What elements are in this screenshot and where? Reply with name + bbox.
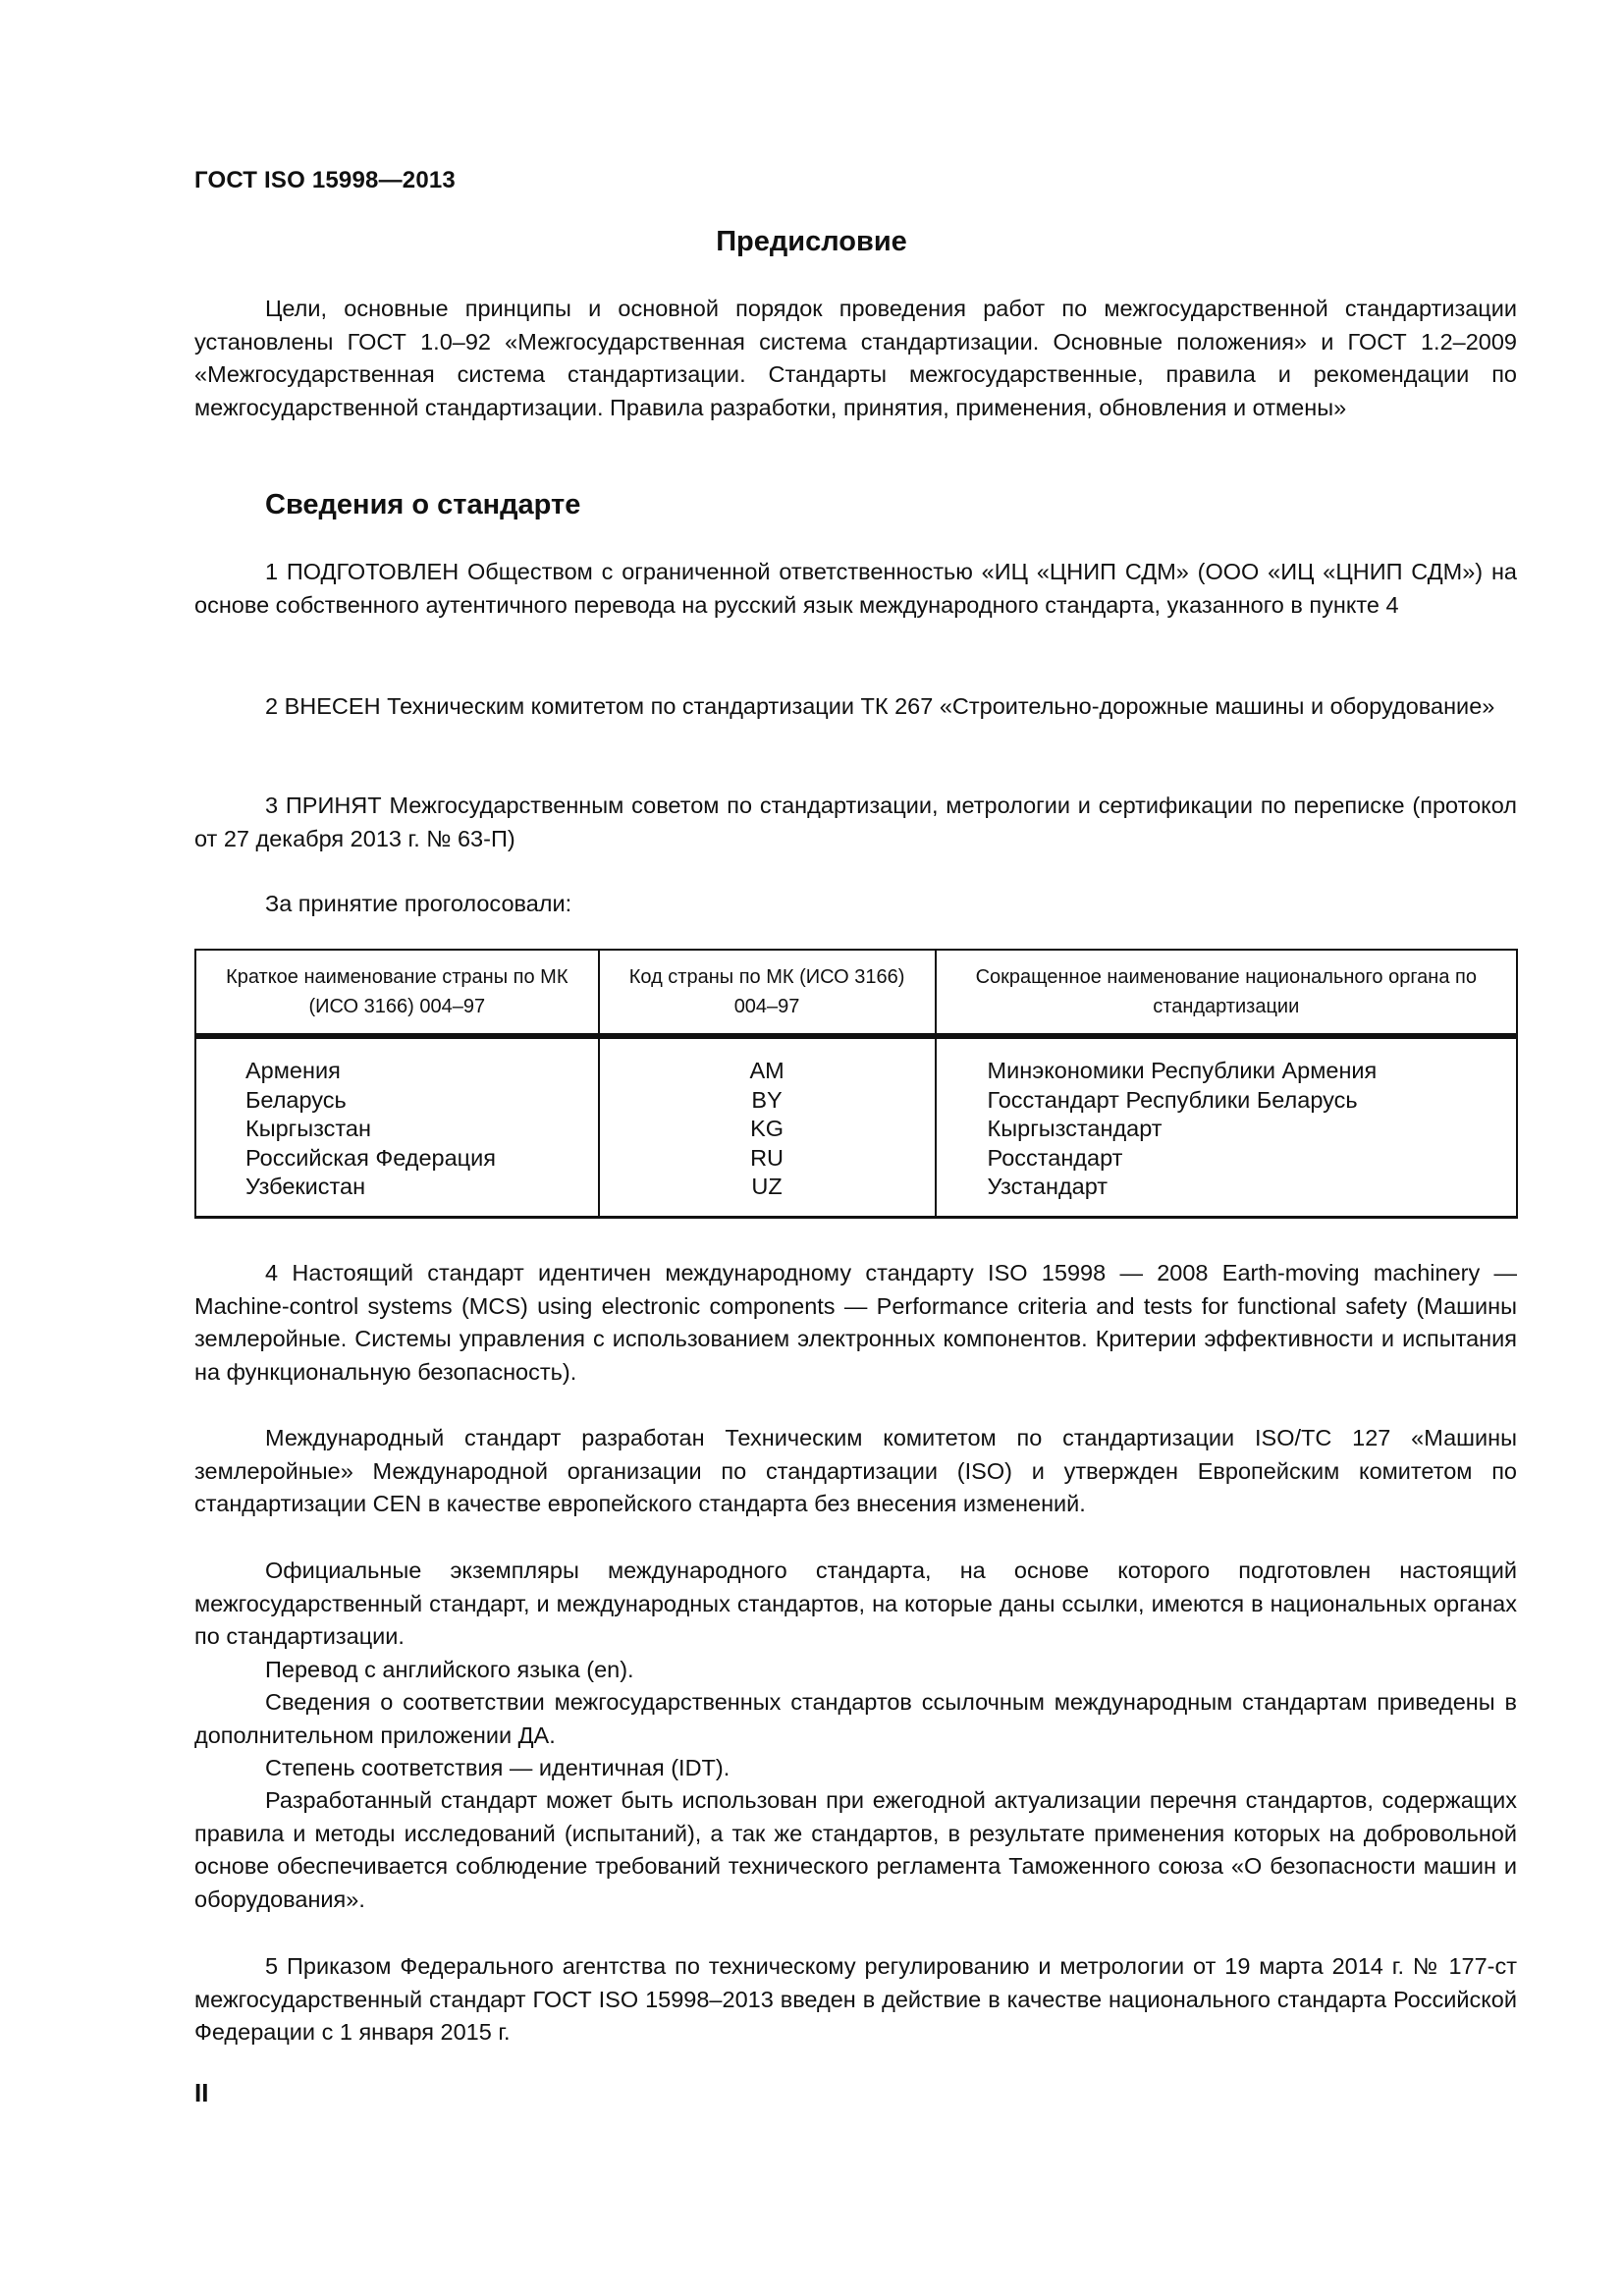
- foreword-title: Предисловие: [716, 226, 907, 257]
- header-country-code: Код страны по МК (ИСО 3166) 004–97: [599, 950, 936, 1036]
- country-names-cell: [195, 1036, 599, 1217]
- standard-info-title: Сведения о стандарте: [265, 489, 581, 520]
- country-code: KG: [750, 1116, 784, 1141]
- national-body: Росстандарт: [987, 1144, 1123, 1171]
- national-body: Минэкономики Республики Армения: [987, 1058, 1378, 1083]
- country-code: UZ: [751, 1174, 783, 1199]
- voting-countries-table: [194, 949, 1518, 1219]
- item-1-prepared: 1 ПОДГОТОВЛЕН Обществом с ограниченной ответственностью «ИЦ «ЦНИП СДМ» (ООО «ИЦ «ЦНИП СДМ») на основе собственного аутентичного перевода на русский язык международного стандарта, указанного в пункте 4: [194, 559, 1517, 618]
- country-name: Беларусь: [245, 1086, 347, 1113]
- country-name: Узбекистан: [245, 1174, 366, 1199]
- item-3-adopted: 3 ПРИНЯТ Межгосударственным советом по стандартизации, метрологии и сертификации по переписке (протокол от 27 декабря 2013 г. № 63-П): [194, 793, 1517, 851]
- item-4-degree-of-conformity: Степень соответствия — идентичная (IDT).: [265, 1755, 730, 1780]
- national-bodies-cell: [936, 1036, 1517, 1217]
- header-country-name: Краткое наименование страны по МК (ИСО 3166) 004–97: [195, 950, 599, 1036]
- item-2-submitted: 2 ВНЕСЕН Техническим комитетом по стандартизации ТК 267 «Строительно-дорожные машины и оборудование»: [265, 693, 1495, 719]
- national-body: Кыргызстандарт: [987, 1116, 1163, 1141]
- country-code: RU: [750, 1144, 784, 1171]
- document-code-header: ГОСТ ISO 15998—2013: [194, 167, 456, 193]
- page-number: II: [194, 2078, 209, 2107]
- country-name: Российская Федерация: [245, 1144, 496, 1171]
- item-4-identical: 4 Настоящий стандарт идентичен международному стандарту ISO 15998 — 2008 Earth-moving machinery — Machine-control systems (MCS) using electronic components — Performance criteria and tests for functional safety (Машины землеройные. Системы управления с использованием электронных компонентов. Критерии эффективности и испытания на функциональную безопасность).: [194, 1260, 1517, 1385]
- country-name: Кыргызстан: [245, 1116, 371, 1141]
- table-row: [195, 1036, 1517, 1217]
- voted-label: За принятие проголосовали:: [265, 891, 572, 916]
- country-code: AM: [749, 1058, 784, 1083]
- item-5-order: 5 Приказом Федерального агентства по техническому регулированию и метрологии от 19 марта 2014 г. № 177-ст межгосударственный стандарт ГОСТ ISO 15998–2013 введен в действие в качестве национального стандарта Российской Федерации с 1 января 2015 г.: [194, 1953, 1517, 2045]
- header-national-body: Сокращенное наименование национального органа по стандартизации: [936, 950, 1517, 1036]
- national-body: Госстандарт Республики Беларусь: [987, 1086, 1358, 1113]
- national-body: Узстандарт: [987, 1174, 1109, 1199]
- table-header-row: [195, 950, 1517, 1036]
- item-4-usage-note: Разработанный стандарт может быть использован при ежегодной актуализации перечня стандартов, содержащих правила и методы исследований (испытаний), а так же стандартов, в результате применения которых на добровольной основе обеспечивается соблюдение требований технического регламента Таможенного союза «О безопасности машин и оборудования».: [194, 1787, 1517, 1912]
- country-code: BY: [751, 1086, 783, 1113]
- item-4-correspondence-info: Сведения о соответствии межгосударственных стандартов ссылочным международным стандартам приведены в дополнительном приложении ДА.: [194, 1689, 1517, 1748]
- country-codes-cell: [599, 1036, 936, 1217]
- country-name: Армения: [245, 1058, 341, 1083]
- item-4-translation: Перевод с английского языка (en).: [265, 1657, 634, 1682]
- foreword-paragraph: Цели, основные принципы и основной порядок проведения работ по межгосударственной стандартизации установлены ГОСТ 1.0–92 «Межгосударственная система стандартизации. Основные положения» и ГОСТ 1.2–2009 «Межгосударственная система стандартизации. Стандарты межгосударственные, правила и рекомендации по межгосударственной стандартизации. Правила разработки, принятия, применения, обновления и отмены»: [194, 296, 1517, 420]
- item-4-official-copies: Официальные экземпляры международного стандарта, на основе которого подготовлен настоящий межгосударственный стандарт, и международных стандартов, на которые даны ссылки, имеются в национальных органах по стандартизации.: [194, 1558, 1517, 1649]
- item-4-international-standard: Международный стандарт разработан Техническим комитетом по стандартизации ISO/TC 127 «Машины землеройные» Международной организации по стандартизации (ISO) и утвержден Европейским комитетом по стандартизации CEN в качестве европейского стандарта без внесения изменений.: [194, 1425, 1517, 1516]
